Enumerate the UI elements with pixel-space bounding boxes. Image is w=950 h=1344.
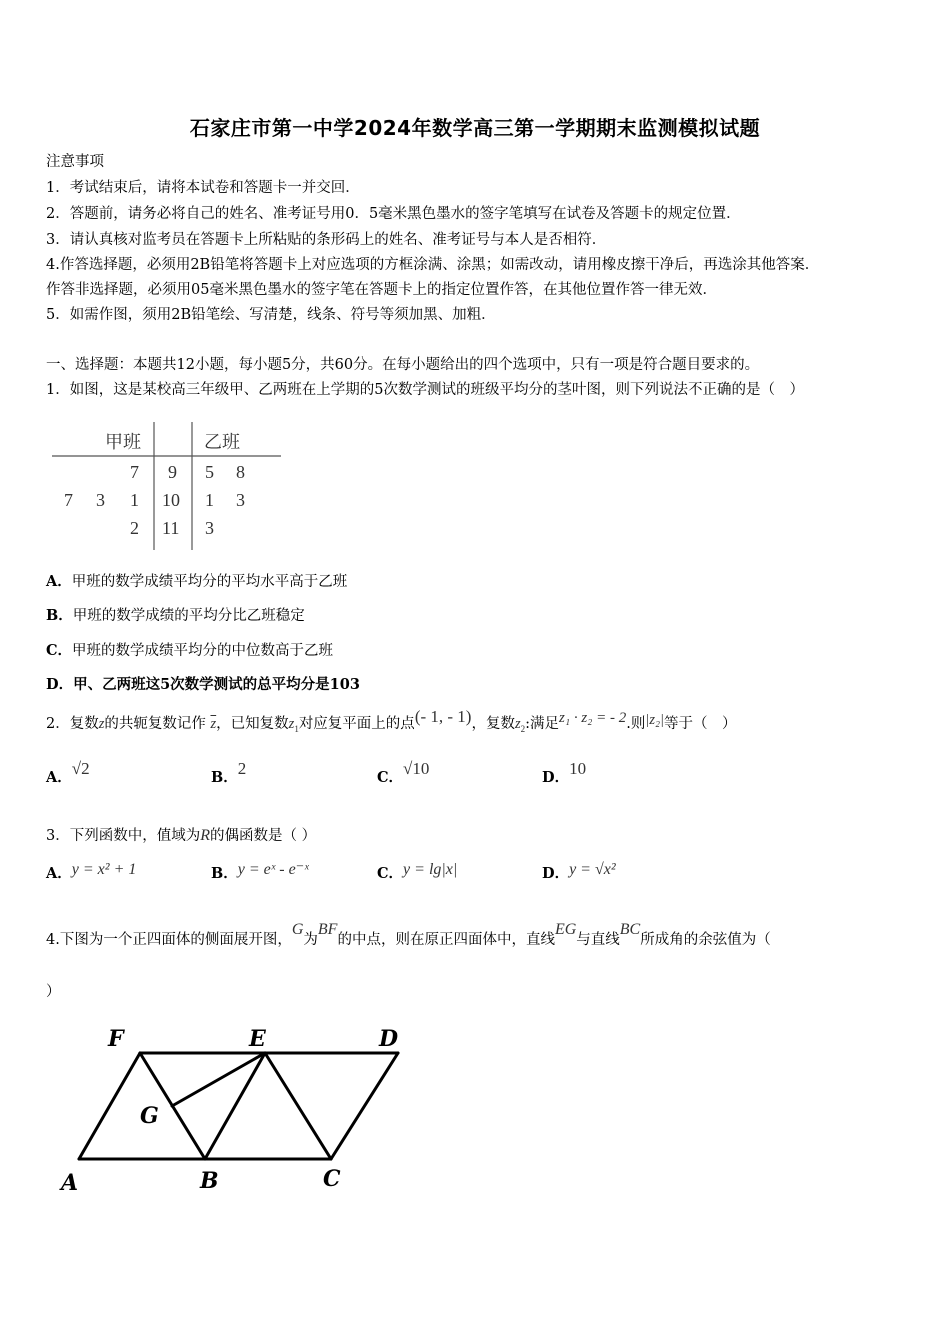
leaf: 8 xyxy=(236,462,245,482)
stem: 9 xyxy=(168,462,177,482)
edge-cd xyxy=(331,1053,398,1159)
stem: 10 xyxy=(162,490,180,510)
q3-option-d: D．y = √x² xyxy=(542,861,616,882)
q2-option-d: D．10 xyxy=(542,759,587,786)
stem: 11 xyxy=(162,518,180,538)
label-d: D xyxy=(379,1026,399,1052)
q3-option-c: C．y = lg|x| xyxy=(377,861,458,882)
notice-item: 3．请认真核对监考员在答题卡上所粘贴的条形码上的姓名、准考证号与本人是否相符． xyxy=(46,232,607,248)
q2-option-c: C．√10 xyxy=(377,759,430,786)
right-header: 乙班 xyxy=(204,432,240,452)
notice-heading: 注意事项 xyxy=(46,154,104,170)
label-g: G xyxy=(140,1103,159,1129)
question-4-stem: 4.下图为一个正四面体的侧面展开图，G为BF的中点，则在原正四面体中，直线EG与直线BC所成角的余弦值为（ xyxy=(46,921,771,948)
label-b: B xyxy=(200,1168,219,1194)
leaf: 7 xyxy=(130,462,139,482)
edge-af xyxy=(79,1053,140,1159)
notice-item: 4.作答选择题，必须用2B铅笔将答题卡上对应选项的方框涂满、涂黑；如需改动，请用橡皮擦干净后，再选涂其他答案． xyxy=(46,257,820,273)
q1-option-b: B．甲班的数学成绩的平均分比乙班稳定 xyxy=(46,607,305,624)
leaf: 3 xyxy=(236,490,245,510)
notice-item: 2．答题前，请务必将自己的姓名、准考证号用0．5毫米黑色墨水的签字笔填写在试卷及答题卡的规定位置． xyxy=(46,206,741,222)
leaf: 2 xyxy=(130,518,139,538)
leaf: 7 xyxy=(64,490,73,510)
q1-option-d: D．甲、乙两班这5次数学测试的总平均分是103 xyxy=(46,676,360,693)
leaf: 1 xyxy=(130,490,139,510)
q1-option-c: C．甲班的数学成绩平均分的中位数高于乙班 xyxy=(46,642,334,659)
question-2-stem: 2．复数z的共轭复数记作 $\overline{z}$，已知复数$z_1$对应复平面上的点(- 1, - 1)，复数$z_2$:满足z₁ · z₂ = - 2.则|z₂|等于（ ） xyxy=(46,707,737,734)
question-1-stem: 1．如图，这是某校高三年级甲、乙两班在上学期的5次数学测试的班级平均分的茎叶图，则下列说法不正确的是（ ） xyxy=(46,382,804,398)
q2-option-a: A．√2 xyxy=(46,759,90,786)
label-a: A xyxy=(61,1170,79,1196)
tetrahedron-net-figure xyxy=(55,1022,425,1202)
leaf: 3 xyxy=(96,490,105,510)
label-e: E xyxy=(249,1026,266,1052)
leaf: 3 xyxy=(205,518,214,538)
question-3-stem: 3．下列函数中，值域为R的偶函数是（ ） xyxy=(46,827,317,844)
leaf: 1 xyxy=(205,490,214,510)
section-heading: 一、选择题：本题共12小题，每小题5分，共60分。在每小题给出的四个选项中，只有一项是符合题目要求的。 xyxy=(46,357,760,373)
edge-ec xyxy=(265,1053,331,1159)
notice-item: 作答非选择题，必须用05毫米黑色墨水的签字笔在答题卡上的指定位置作答，在其他位置作答一律无效． xyxy=(46,282,717,298)
notice-item: 1．考试结束后，请将本试卷和答题卡一并交回． xyxy=(46,180,360,196)
leaf: 5 xyxy=(205,462,214,482)
left-header: 甲班 xyxy=(105,432,141,452)
label-f: F xyxy=(108,1026,124,1052)
q1-option-a: A．甲班的数学成绩平均分的平均水平高于乙班 xyxy=(46,573,348,590)
question-4-stem-end: ） xyxy=(46,984,61,1000)
notice-item: 5．如需作图，须用2B铅笔绘、写清楚，线条、符号等须加黑、加粗． xyxy=(46,307,496,323)
page-title: 石家庄市第一中学2024年数学高三第一学期期末监测模拟试题 xyxy=(189,116,761,140)
q3-option-a: A．y = x² + 1 xyxy=(46,861,137,882)
q3-option-b: B．y = eˣ - e⁻ˣ xyxy=(211,861,309,882)
q2-option-b: B．2 xyxy=(211,759,247,786)
label-c: C xyxy=(323,1166,341,1192)
